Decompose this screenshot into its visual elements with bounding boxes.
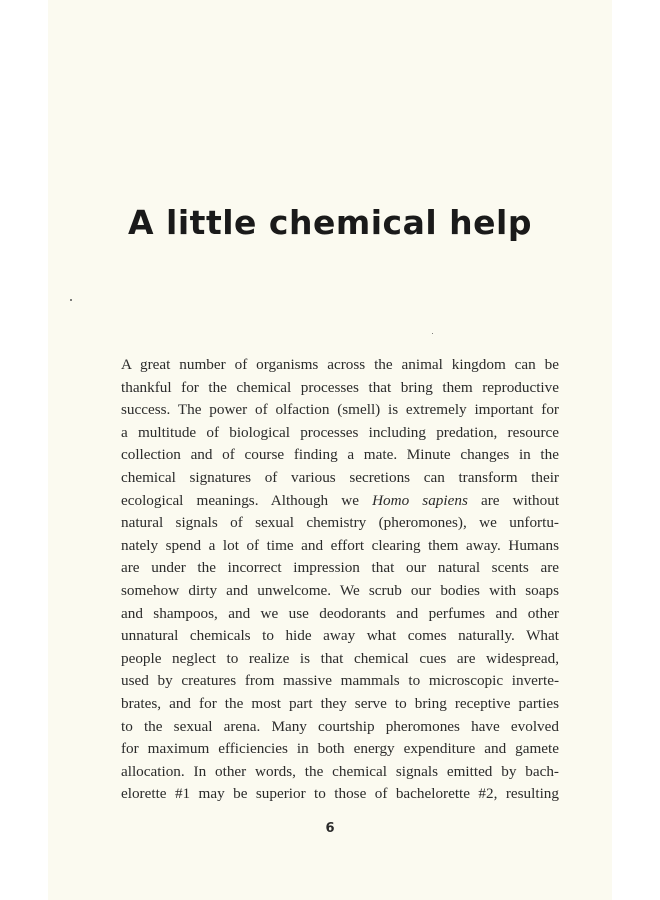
body-line: to the sexual arena. Many courtship pheromones have evolved (121, 717, 559, 735)
body-line: people neglect to realize is that chemical cues are widespread, (121, 649, 559, 667)
body-line: success. The power of olfaction (smell) is extremely important for (121, 401, 559, 419)
body-line: unnatural chemicals to hide away what comes naturally. What (121, 627, 559, 645)
body-line: somehow dirty and unwelcome. We scrub our bodies with soaps (121, 581, 559, 599)
chapter-title: A little chemical help (128, 203, 532, 242)
body-line-head: ecological meanings. Although we (121, 491, 359, 509)
scan-speck (432, 333, 433, 334)
body-line: a multitude of biological processes including predation, resource (121, 423, 559, 441)
body-line: nately spend a lot of time and effort clearing them away. Humans (121, 536, 559, 554)
scan-speck (70, 299, 72, 301)
body-line: elorette #1 may be superior to those of bachelorette #2, resulting (121, 785, 559, 803)
body-line: allocation. In other words, the chemical signals emitted by bach- (121, 762, 559, 780)
body-line: thankful for the chemical processes that bring them reproductive (121, 378, 559, 396)
body-line: natural signals of sexual chemistry (pheromones), we unfortu- (121, 514, 559, 532)
body-line: and shampoos, and we use deodorants and perfumes and other (121, 604, 559, 622)
body-line-tail: are without (480, 491, 560, 509)
body-line: used by creatures from massive mammals to microscopic inverte- (121, 672, 559, 690)
italic-species-name: Homo sapiens (372, 491, 468, 509)
body-line: are under the incorrect impression that our natural scents are (121, 559, 559, 577)
body-line: chemical signatures of various secretions can transform their (121, 468, 559, 486)
body-line-with-italic (121, 490, 559, 513)
body-line: collection and of course finding a mate. Minute changes in the (121, 446, 559, 464)
page-number: 6 (325, 821, 335, 836)
body-line: for maximum efficiencies in both energy expenditure and gamete (121, 740, 559, 758)
body-paragraph (121, 354, 559, 806)
body-line: A great number of organisms across the animal kingdom can be (121, 356, 559, 373)
body-line: brates, and for the most part they serve to bring receptive parties (121, 694, 559, 712)
